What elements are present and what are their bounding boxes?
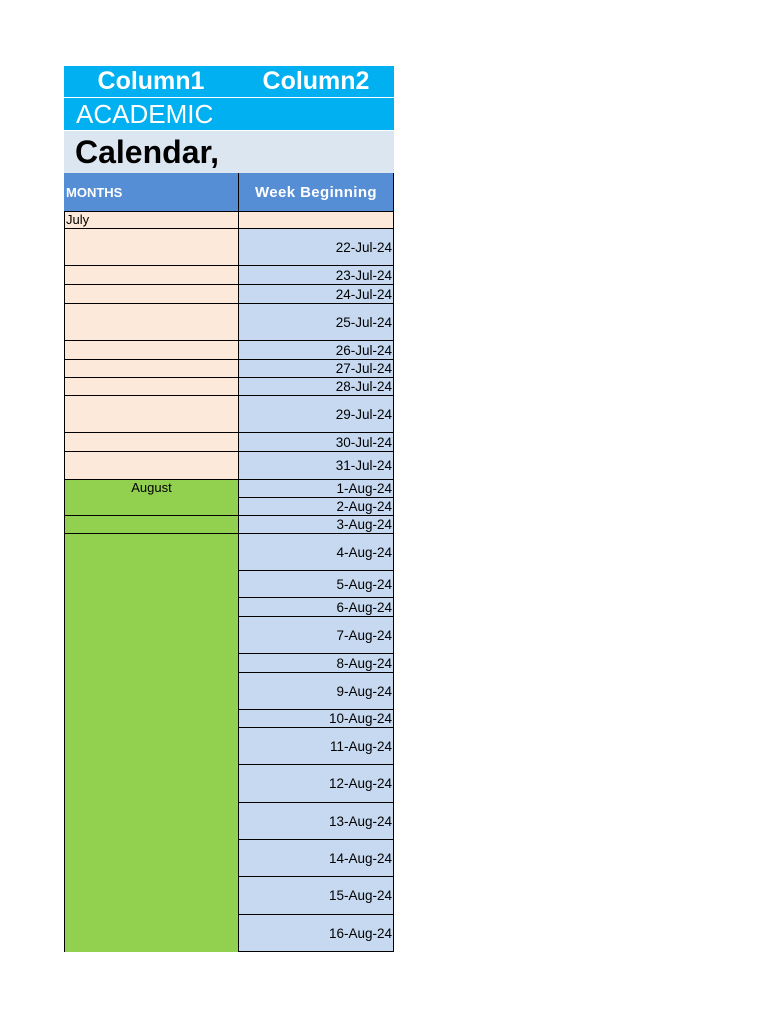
column-header-row xyxy=(64,66,394,97)
academic-row xyxy=(64,97,394,130)
date-cell[interactable]: 29-Jul-24 xyxy=(238,396,394,433)
month-cell[interactable] xyxy=(64,452,238,480)
month-label: August xyxy=(131,480,172,495)
spreadsheet xyxy=(64,66,394,952)
month-cell[interactable] xyxy=(64,571,238,598)
month-cell[interactable] xyxy=(64,378,238,396)
table-row xyxy=(64,396,394,433)
month-cell[interactable] xyxy=(64,285,238,304)
month-cell-august[interactable] xyxy=(64,480,238,498)
month-cell[interactable] xyxy=(64,534,238,571)
date-cell[interactable]: 8-Aug-24 xyxy=(238,654,394,673)
date-cell[interactable]: 30-Jul-24 xyxy=(238,433,394,452)
table-row xyxy=(64,534,394,571)
table-row xyxy=(64,654,394,673)
month-cell[interactable] xyxy=(64,654,238,673)
date-cell[interactable]: 16-Aug-24 xyxy=(238,915,394,952)
table-row xyxy=(64,360,394,378)
month-cell[interactable] xyxy=(64,396,238,433)
table-row xyxy=(64,765,394,803)
month-cell-july[interactable] xyxy=(64,212,238,229)
table-row xyxy=(64,498,394,516)
date-cell[interactable]: 13-Aug-24 xyxy=(238,803,394,840)
month-cell[interactable] xyxy=(64,266,238,285)
month-cell[interactable] xyxy=(64,341,238,360)
date-cell[interactable]: 11-Aug-24 xyxy=(238,728,394,765)
month-label: July xyxy=(66,212,90,227)
column2-header[interactable]: Column2 xyxy=(262,67,370,95)
table-title-row xyxy=(64,173,394,212)
date-cell[interactable]: 6-Aug-24 xyxy=(238,598,394,617)
date-cell[interactable]: 31-Jul-24 xyxy=(238,452,394,480)
month-cell[interactable] xyxy=(64,498,238,516)
week-beginning-column-title[interactable]: Week Beginning xyxy=(238,173,394,212)
table-row xyxy=(64,673,394,710)
month-cell[interactable] xyxy=(64,304,238,341)
date-cell[interactable]: 4-Aug-24 xyxy=(238,534,394,571)
table-row xyxy=(64,229,394,266)
date-cell[interactable]: 10-Aug-24 xyxy=(238,710,394,728)
table-row xyxy=(64,710,394,728)
table-row xyxy=(64,877,394,915)
month-cell[interactable] xyxy=(64,803,238,840)
date-cell[interactable]: 15-Aug-24 xyxy=(238,877,394,915)
month-cell[interactable] xyxy=(64,710,238,728)
date-cell[interactable]: 22-Jul-24 xyxy=(238,229,394,266)
date-cell[interactable]: 25-Jul-24 xyxy=(238,304,394,341)
table-row xyxy=(64,840,394,877)
month-cell[interactable] xyxy=(64,840,238,877)
date-cell[interactable]: 2-Aug-24 xyxy=(238,498,394,516)
month-cell[interactable] xyxy=(64,598,238,617)
table-row xyxy=(64,617,394,654)
table-row xyxy=(64,341,394,360)
table-row xyxy=(64,598,394,617)
table-row xyxy=(64,728,394,765)
month-cell[interactable] xyxy=(64,915,238,952)
table-row xyxy=(64,285,394,304)
table-row xyxy=(64,212,394,229)
month-cell[interactable] xyxy=(64,516,238,534)
date-cell[interactable]: 28-Jul-24 xyxy=(238,378,394,396)
month-cell[interactable] xyxy=(64,360,238,378)
table-row xyxy=(64,304,394,341)
month-cell[interactable] xyxy=(64,728,238,765)
date-cell[interactable]: 24-Jul-24 xyxy=(238,285,394,304)
month-cell[interactable] xyxy=(64,765,238,803)
calendar-title: Calendar, xyxy=(75,133,220,170)
date-cell[interactable]: 27-Jul-24 xyxy=(238,360,394,378)
date-cell[interactable] xyxy=(238,212,394,229)
date-cell[interactable]: 3-Aug-24 xyxy=(238,516,394,534)
date-cell[interactable]: 5-Aug-24 xyxy=(238,571,394,598)
table-row xyxy=(64,452,394,480)
months-column-title[interactable]: MONTHS xyxy=(64,173,238,212)
date-cell[interactable]: 14-Aug-24 xyxy=(238,840,394,877)
date-cell[interactable]: 12-Aug-24 xyxy=(238,765,394,803)
month-cell[interactable] xyxy=(64,877,238,915)
month-cell[interactable] xyxy=(64,617,238,654)
table-row xyxy=(64,915,394,952)
table-row xyxy=(64,480,394,498)
date-cell[interactable]: 23-Jul-24 xyxy=(238,266,394,285)
month-cell[interactable] xyxy=(64,673,238,710)
table-row xyxy=(64,516,394,534)
date-cell[interactable]: 9-Aug-24 xyxy=(238,673,394,710)
academic-title: ACADEMIC xyxy=(76,98,214,129)
date-cell[interactable]: 26-Jul-24 xyxy=(238,341,394,360)
column1-header[interactable]: Column1 xyxy=(97,67,205,95)
table-row xyxy=(64,266,394,285)
date-cell[interactable]: 1-Aug-24 xyxy=(238,480,394,498)
calendar-row xyxy=(64,130,394,173)
table-row xyxy=(64,571,394,598)
table-row xyxy=(64,433,394,452)
month-cell[interactable] xyxy=(64,433,238,452)
table-row xyxy=(64,803,394,840)
date-cell[interactable]: 7-Aug-24 xyxy=(238,617,394,654)
table-row xyxy=(64,378,394,396)
month-cell[interactable] xyxy=(64,229,238,266)
